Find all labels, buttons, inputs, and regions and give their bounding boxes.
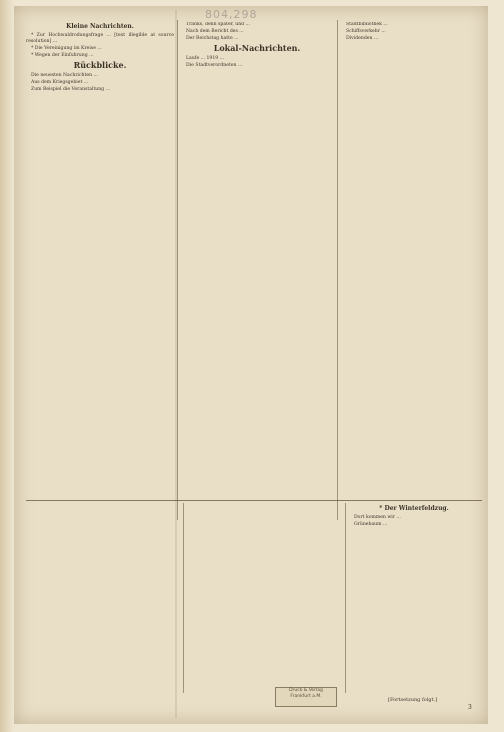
article-paragraph: * Die Vereinigung im Kreise ... xyxy=(31,45,102,51)
lower-column-3 xyxy=(349,504,479,694)
column-rule-4 xyxy=(345,503,346,693)
heading-kleine-nachrichten: Kleine Nachrichten. xyxy=(66,23,134,30)
archive-stamp: 804,298 xyxy=(205,8,258,21)
article-paragraph: Zum Beispiel die Veranstaltung ... xyxy=(31,87,110,93)
imprint-line: Druck & Verlag xyxy=(289,688,323,693)
page-number: 3 xyxy=(468,704,472,711)
heading-lokal-nachrichten: Lokal-Nachrichten. xyxy=(213,43,301,54)
lower-column-2 xyxy=(187,504,341,684)
article-paragraph: Schiffsverkehr ... xyxy=(346,29,386,35)
article-paragraph: * Zur Hochwaldrodungsfrage ... [text illegible at source resolution] ... xyxy=(26,33,174,44)
imprint-box xyxy=(275,687,337,707)
article-paragraph: * Wegen der Einfuhrung ... xyxy=(31,52,94,58)
section-rule xyxy=(26,500,482,501)
article-paragraph: Die Stadtverordneten ... xyxy=(186,63,243,69)
column-rule-1 xyxy=(177,20,178,520)
article-paragraph: Nach dem Bericht des ... xyxy=(186,29,244,35)
column-3 xyxy=(341,22,479,498)
imprint-line: Frankfurt a.M. xyxy=(290,694,322,699)
article-paragraph: Laufe ... 1919 ... xyxy=(186,56,224,62)
article-paragraph: Grünebaum ... xyxy=(354,522,388,528)
lower-column-1 xyxy=(26,504,179,694)
article-paragraph: Dividenden ... xyxy=(346,36,379,42)
article-paragraph: Aus dem Kriegsgebiet ... xyxy=(31,79,89,85)
continued-note: [Fortsetzung folgt.] xyxy=(388,697,438,703)
column-1 xyxy=(26,22,174,498)
article-paragraph: Dort kommen wir ... xyxy=(354,515,401,520)
column-rule-2 xyxy=(337,20,338,520)
article-paragraph: Die neuesten Nachrichten ... xyxy=(31,72,98,78)
subheading: * Der Winterfeldzug. xyxy=(379,505,449,512)
column-rule-3 xyxy=(183,503,184,693)
article-paragraph: Der Reichstag hatte ... xyxy=(186,36,239,42)
heading-rueckblicke: Rückblicke. xyxy=(73,59,127,70)
column-2 xyxy=(181,22,333,498)
article-paragraph: Tranks, denn später, und ... xyxy=(186,22,250,27)
article-paragraph: Stadtbibliothek ... xyxy=(346,22,388,27)
page-edge xyxy=(0,0,14,732)
